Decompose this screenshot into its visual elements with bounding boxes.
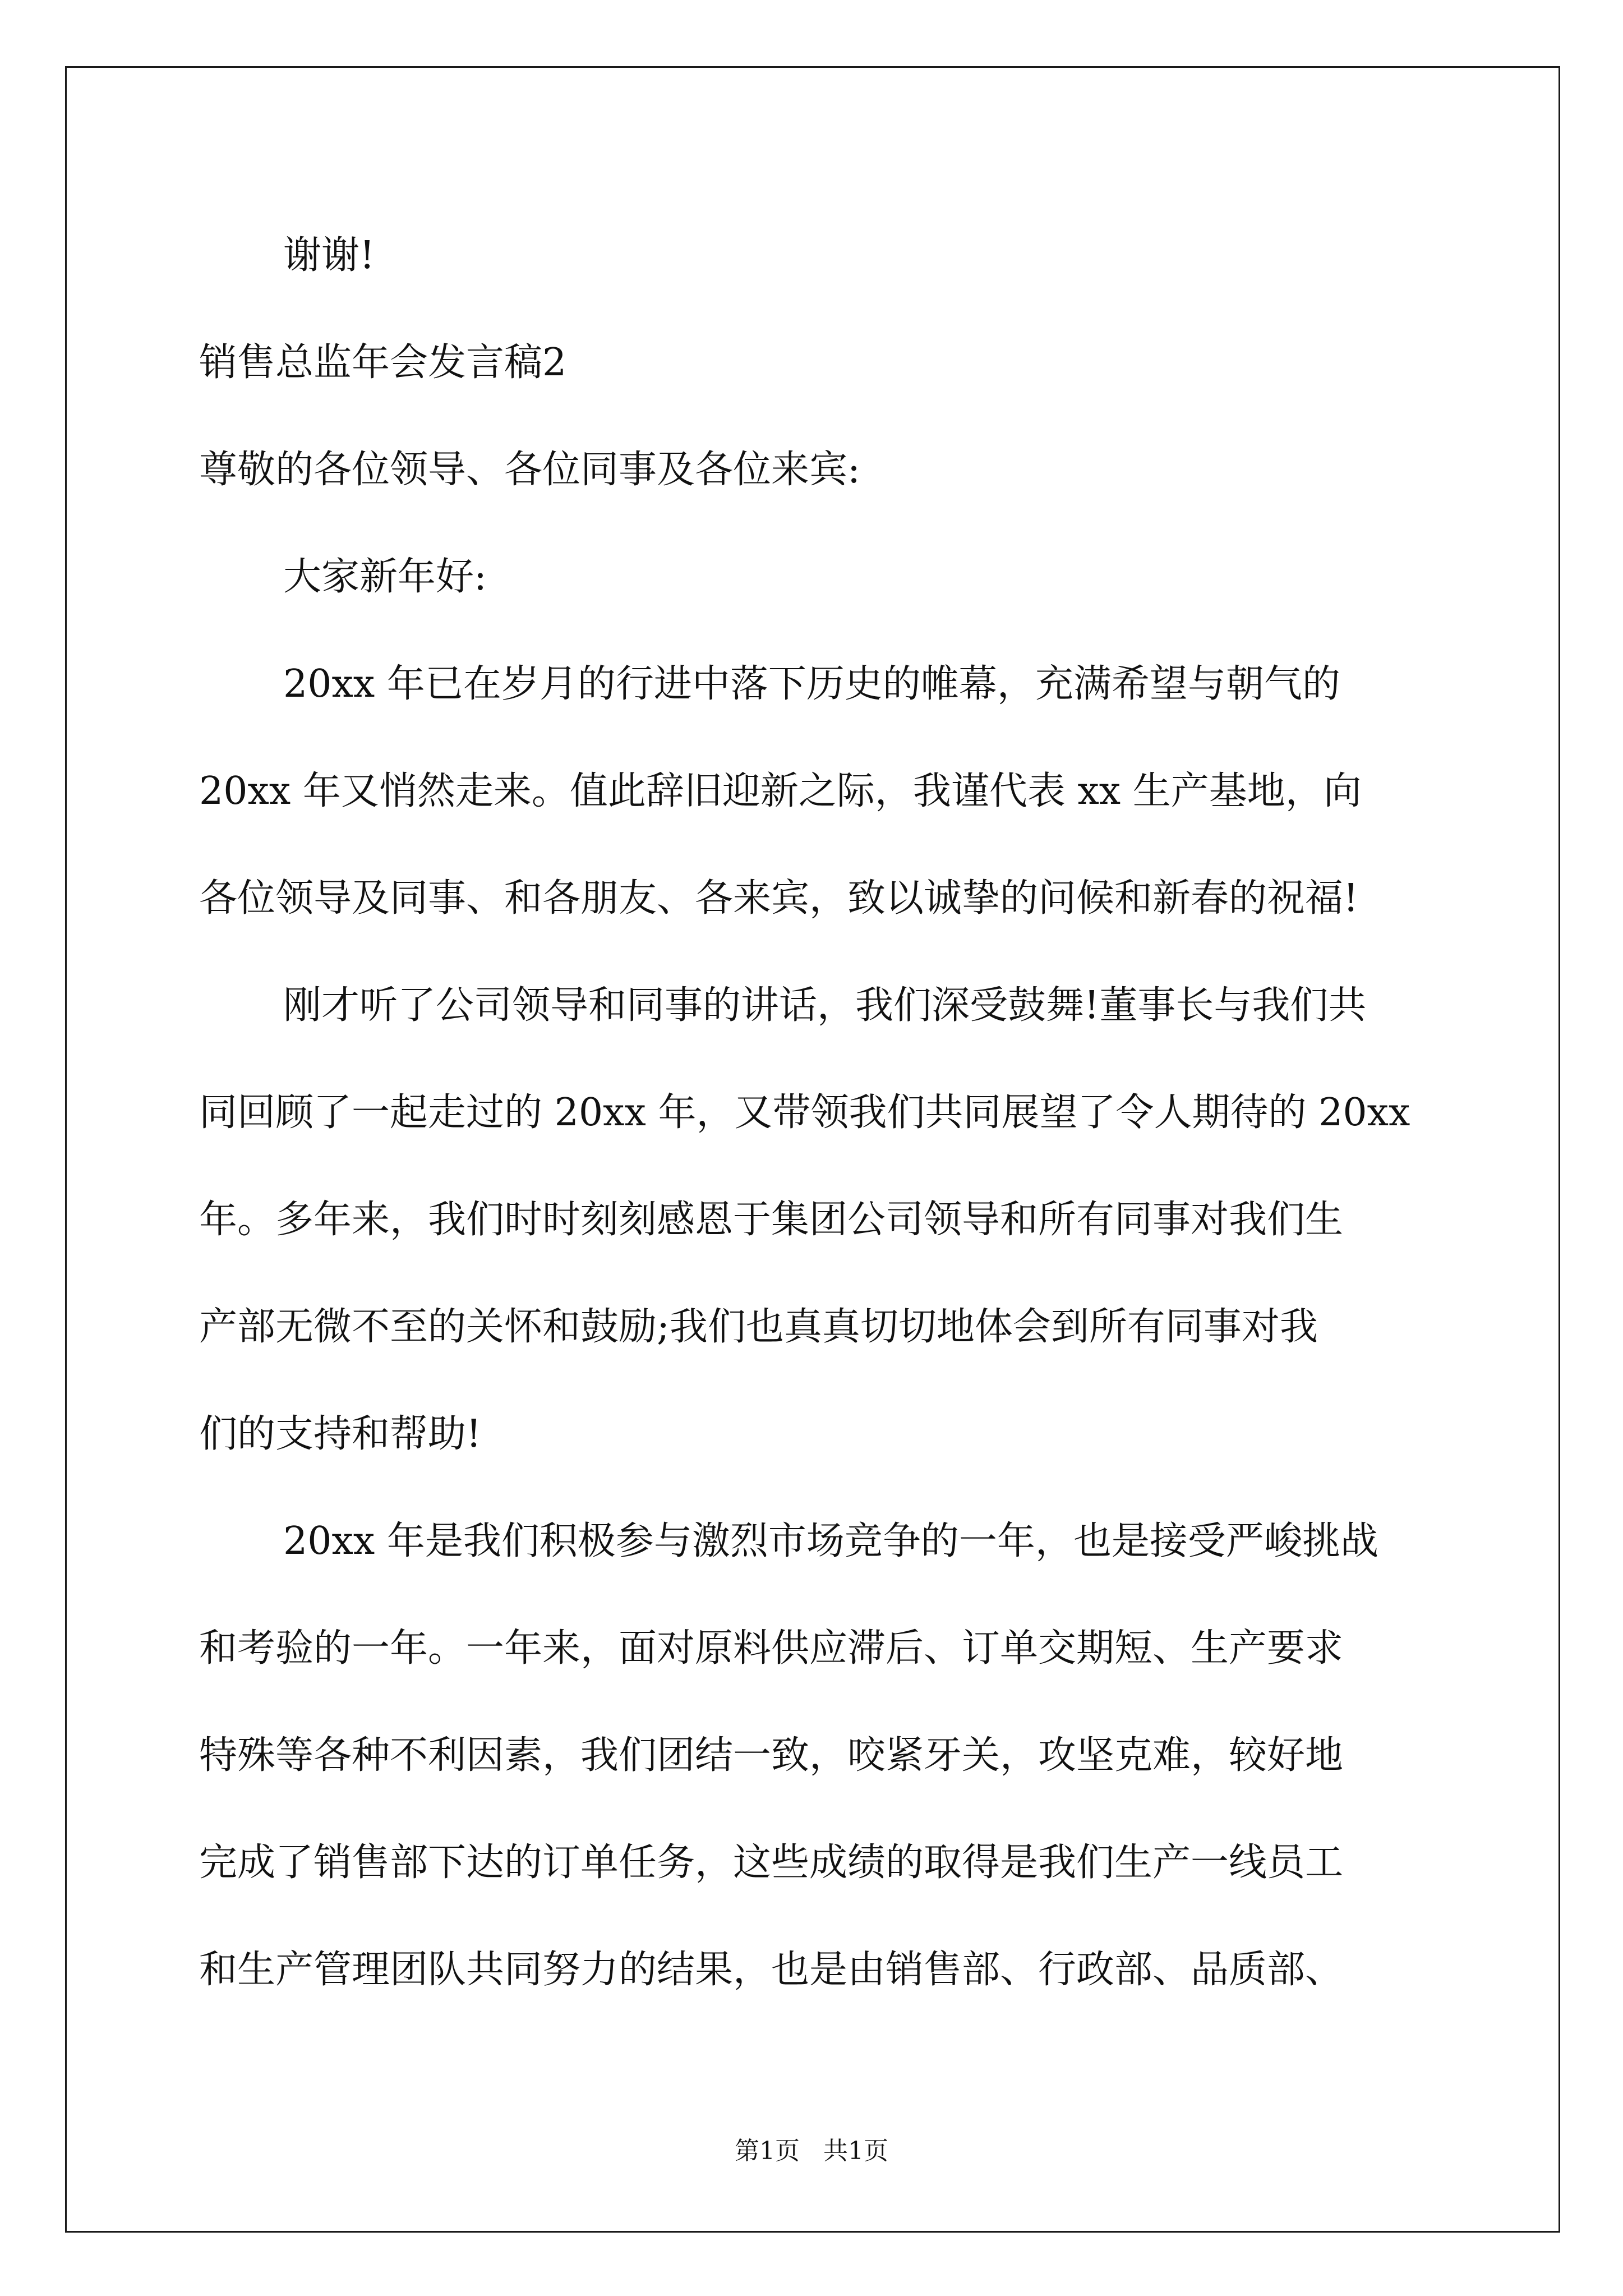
paragraph-1-line-1: 20xx 年已在岁月的行进中落下历史的帷幕，充满希望与朝气的 <box>283 662 1340 706</box>
salutation: 尊敬的各位领导、各位同事及各位来宾: <box>199 448 860 492</box>
document-body <box>199 202 1433 2023</box>
paragraph-2-line-5: 们的支持和帮助! <box>199 1412 482 1456</box>
paragraph-2-line-3: 年。多年来，我们时时刻刻感恩于集团公司领导和所有同事对我们生 <box>199 1198 1344 1242</box>
paragraph-3-line-2: 和考验的一年。一年来，面对原料供应滞后、订单交期短、生产要求 <box>199 1626 1344 1671</box>
paragraph-3-line-5: 和生产管理团队共同努力的结果，也是由销售部、行政部、品质部、 <box>199 1948 1344 1992</box>
paragraph-2-line-4: 产部无微不至的关怀和鼓励;我们也真真切切地体会到所有同事对我 <box>199 1305 1318 1349</box>
paragraph-1-line-3: 各位领导及同事、和各朋友、各来宾，致以诚挚的问候和新春的祝福! <box>199 876 1359 921</box>
page-footer <box>0 2131 1623 2166</box>
page-total: 共1页 <box>823 2137 888 2165</box>
text-line: 谢谢! <box>283 233 375 278</box>
greeting: 大家新年好: <box>283 555 487 599</box>
document-title: 销售总监年会发言稿2 <box>199 341 567 385</box>
paragraph-1-line-2: 20xx 年又悄然走来。值此辞旧迎新之际，我谨代表 xx 生产基地，向 <box>199 769 1362 813</box>
paragraph-3-line-1: 20xx 年是我们积极参与激烈市场竞争的一年，也是接受严峻挑战 <box>283 1519 1378 1563</box>
paragraph-2-line-2: 同回顾了一起走过的 20xx 年，又带领我们共同展望了令人期待的 20xx <box>199 1091 1410 1135</box>
paragraph-3-line-4: 完成了销售部下达的订单任务，这些成绩的取得是我们生产一线员工 <box>199 1841 1344 1885</box>
paragraph-2-line-1: 刚才听了公司领导和同事的讲话，我们深受鼓舞!董事长与我们共 <box>283 983 1367 1028</box>
paragraph-3-line-3: 特殊等各种不利因素，我们团结一致，咬紧牙关，攻坚克难，较好地 <box>199 1733 1344 1778</box>
page-number: 第1页 <box>735 2137 800 2165</box>
